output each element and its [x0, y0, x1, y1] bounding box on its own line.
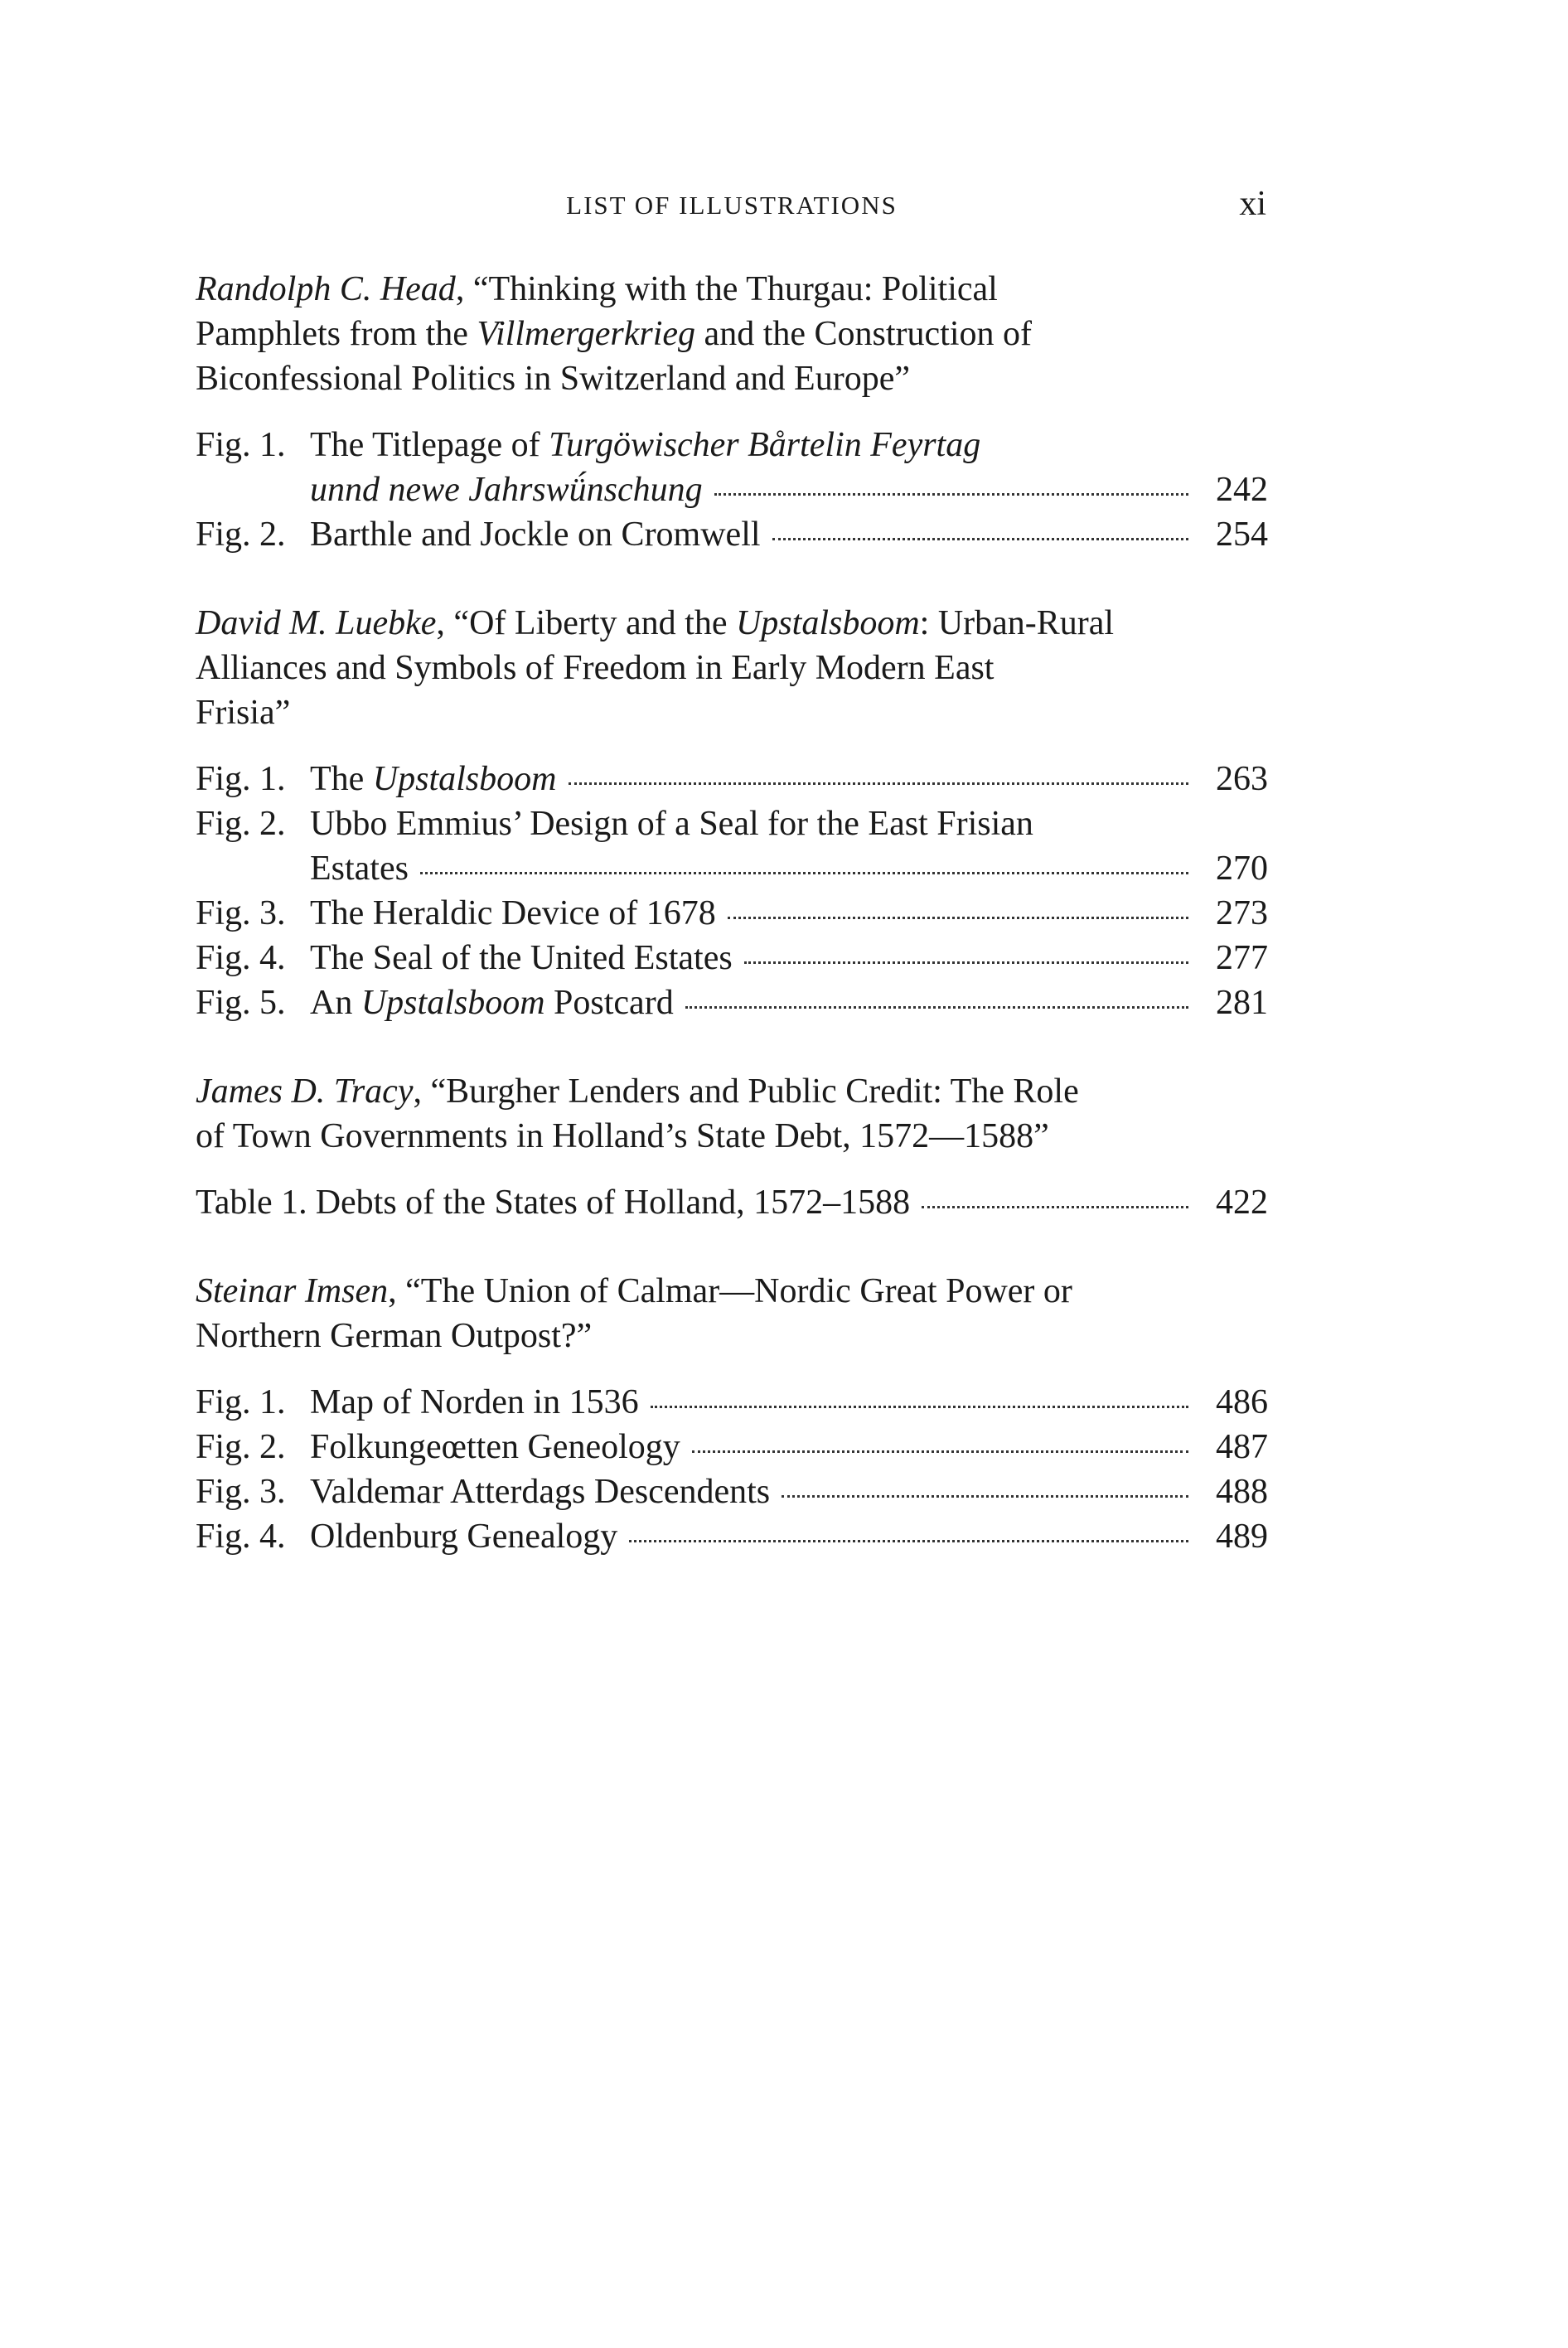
entry-text [310, 1469, 1207, 1514]
list-entry [196, 1380, 1268, 1425]
dot-leader [629, 1537, 1188, 1542]
entry-text [310, 757, 1207, 801]
entry-page: 489 [1216, 1518, 1268, 1556]
entry-title: Ubbo Emmius’ Design of a Seal for the East Frisian [310, 805, 1033, 843]
dot-leader [420, 869, 1188, 874]
dot-leader [569, 779, 1189, 785]
entry-title-italic: Upstalsboom [361, 984, 545, 1022]
list-entry [196, 512, 1268, 557]
section-title-part: , “Thinking with the Thurgau: Political [455, 270, 998, 308]
dot-leader [772, 535, 1188, 540]
list-entry [196, 1425, 1268, 1469]
entry-page: 486 [1216, 1383, 1268, 1421]
entry-line [196, 891, 1268, 936]
entry-list [196, 757, 1268, 1025]
entry-line [196, 1180, 1268, 1225]
entry-page: 487 [1216, 1428, 1268, 1466]
entry-line [196, 757, 1268, 801]
entry-line [196, 512, 1268, 557]
entry-list [196, 1180, 1268, 1225]
entry-page: 242 [1216, 471, 1268, 509]
entry-line [196, 1514, 1268, 1559]
dot-leader [692, 1447, 1188, 1453]
list-entry [196, 1180, 1268, 1225]
entry-label: Fig. 2. [196, 1428, 286, 1466]
dot-leader [782, 1492, 1188, 1498]
section-heading [196, 601, 1268, 735]
entry-line [196, 980, 1268, 1025]
section-title-italic: Upstalsboom [735, 604, 920, 642]
section-title-part: Alliances and Symbols of Freedom in Early Modern East [196, 649, 995, 687]
entry-text [310, 423, 1268, 467]
section-author: Steinar Imsen [196, 1272, 389, 1310]
entry-line [196, 936, 1268, 980]
section-heading [196, 1269, 1268, 1358]
entry-title: Barthle and Jockle on Cromwell [310, 516, 761, 554]
entry-label: Fig. 1. [196, 760, 286, 798]
dot-leader [714, 490, 1188, 496]
dot-leader [651, 1402, 1188, 1408]
dot-leader [728, 913, 1188, 919]
entry-page: 254 [1216, 516, 1268, 554]
entry-line [196, 1469, 1268, 1514]
entry-label: Fig. 3. [196, 1473, 286, 1511]
page-number: xi [1239, 185, 1266, 223]
entry-label: Table 1. [196, 1184, 307, 1222]
entry-title: The Heraldic Device of 1678 [310, 894, 716, 932]
entry-title: Postcard [544, 984, 674, 1022]
entry-text [310, 1380, 1207, 1425]
section-title-italic: Villmergerkrieg [477, 315, 696, 353]
section-author: David M. Luebke [196, 604, 437, 642]
entry-label: Fig. 2. [196, 516, 286, 554]
section-title-part: , “Burgher Lenders and Public Credit: The Role [413, 1072, 1079, 1111]
entry-list [196, 1380, 1268, 1559]
section-title-part: Pamphlets from the [196, 315, 477, 353]
entry-line [196, 801, 1268, 846]
entry-page: 281 [1216, 984, 1268, 1022]
entry-title-italic: Turgöwischer Bårtelin Feyrtag [549, 426, 981, 464]
list-entry [196, 980, 1268, 1025]
section-imsen [196, 1269, 1268, 1559]
entry-line [196, 846, 1268, 891]
section-tracy [196, 1069, 1268, 1225]
section-author: James D. Tracy [196, 1072, 414, 1111]
list-entry [196, 757, 1268, 801]
list-entry [196, 891, 1268, 936]
entry-text [310, 936, 1207, 980]
entry-page: 488 [1216, 1473, 1268, 1511]
illustration-list [196, 267, 1268, 1603]
entry-text [316, 1180, 1207, 1225]
entry-page: 422 [1216, 1184, 1268, 1222]
entry-text [310, 846, 1207, 891]
entry-label: Fig. 1. [196, 426, 286, 464]
section-title-part: : Urban-Rural [919, 604, 1115, 642]
section-author: Randolph C. Head [196, 270, 456, 308]
section-title-part: of Town Governments in Holland’s State Debt, 1572—1588” [196, 1117, 1049, 1155]
entry-title: Folkungeœtten Geneology [310, 1428, 680, 1466]
entry-line [196, 1425, 1268, 1469]
entry-page: 263 [1216, 760, 1268, 798]
list-entry [196, 936, 1268, 980]
running-head-title: LIST OF ILLUSTRATIONS [566, 191, 898, 220]
dot-leader [685, 1003, 1188, 1009]
entry-page: 273 [1216, 894, 1268, 932]
entry-page: 270 [1216, 850, 1268, 888]
section-head [196, 267, 1268, 557]
entry-text [310, 1425, 1207, 1469]
entry-title: An [310, 984, 361, 1022]
entry-label: Fig. 4. [196, 939, 286, 977]
entry-label: Fig. 5. [196, 984, 286, 1022]
section-title-part: Frisia” [196, 694, 291, 732]
section-title-part: Northern German Outpost?” [196, 1317, 593, 1355]
entry-title: The Seal of the United Estates [310, 939, 733, 977]
entry-label: Fig. 1. [196, 1383, 286, 1421]
entry-label: Fig. 4. [196, 1518, 286, 1556]
section-title-part: , “The Union of Calmar—Nordic Great Power or [388, 1272, 1072, 1310]
section-title-part: Biconfessional Politics in Switzerland and Europe” [196, 360, 910, 398]
entry-line [196, 1380, 1268, 1425]
entry-line [196, 423, 1268, 467]
entry-title: The [310, 760, 373, 798]
entry-line [196, 467, 1268, 512]
entry-title: Debts of the States of Holland, 1572–1588 [315, 1184, 911, 1222]
list-entry [196, 1469, 1268, 1514]
section-title-part: , “Of Liberty and the [436, 604, 736, 642]
entry-text [310, 801, 1268, 846]
entry-title: Valdemar Atterdags Descendents [310, 1473, 771, 1511]
entry-text [310, 891, 1207, 936]
section-heading [196, 267, 1268, 401]
running-head [196, 184, 1268, 225]
section-heading [196, 1069, 1268, 1159]
entry-text [310, 980, 1207, 1025]
entry-text [310, 1514, 1207, 1559]
entry-label: Fig. 3. [196, 894, 286, 932]
dot-leader [744, 958, 1188, 964]
section-title-part: and the Construction of [695, 315, 1032, 353]
entry-text [310, 467, 1207, 512]
list-entry [196, 1514, 1268, 1559]
section-luebke [196, 601, 1268, 1025]
entry-list [196, 423, 1268, 557]
dot-leader [922, 1203, 1188, 1208]
list-entry [196, 801, 1268, 891]
entry-title: The Titlepage of [310, 426, 549, 464]
entry-title: Estates [310, 850, 409, 888]
entry-title-italic: unnd newe Jahrswǘnschung [310, 471, 703, 509]
entry-text [310, 512, 1207, 557]
list-entry [196, 423, 1268, 512]
entry-page: 277 [1216, 939, 1268, 977]
entry-title: Oldenburg Genealogy [310, 1518, 618, 1556]
entry-label: Fig. 2. [196, 805, 286, 843]
entry-title-italic: Upstalsboom [372, 760, 557, 798]
entry-title: Map of Norden in 1536 [310, 1383, 639, 1421]
